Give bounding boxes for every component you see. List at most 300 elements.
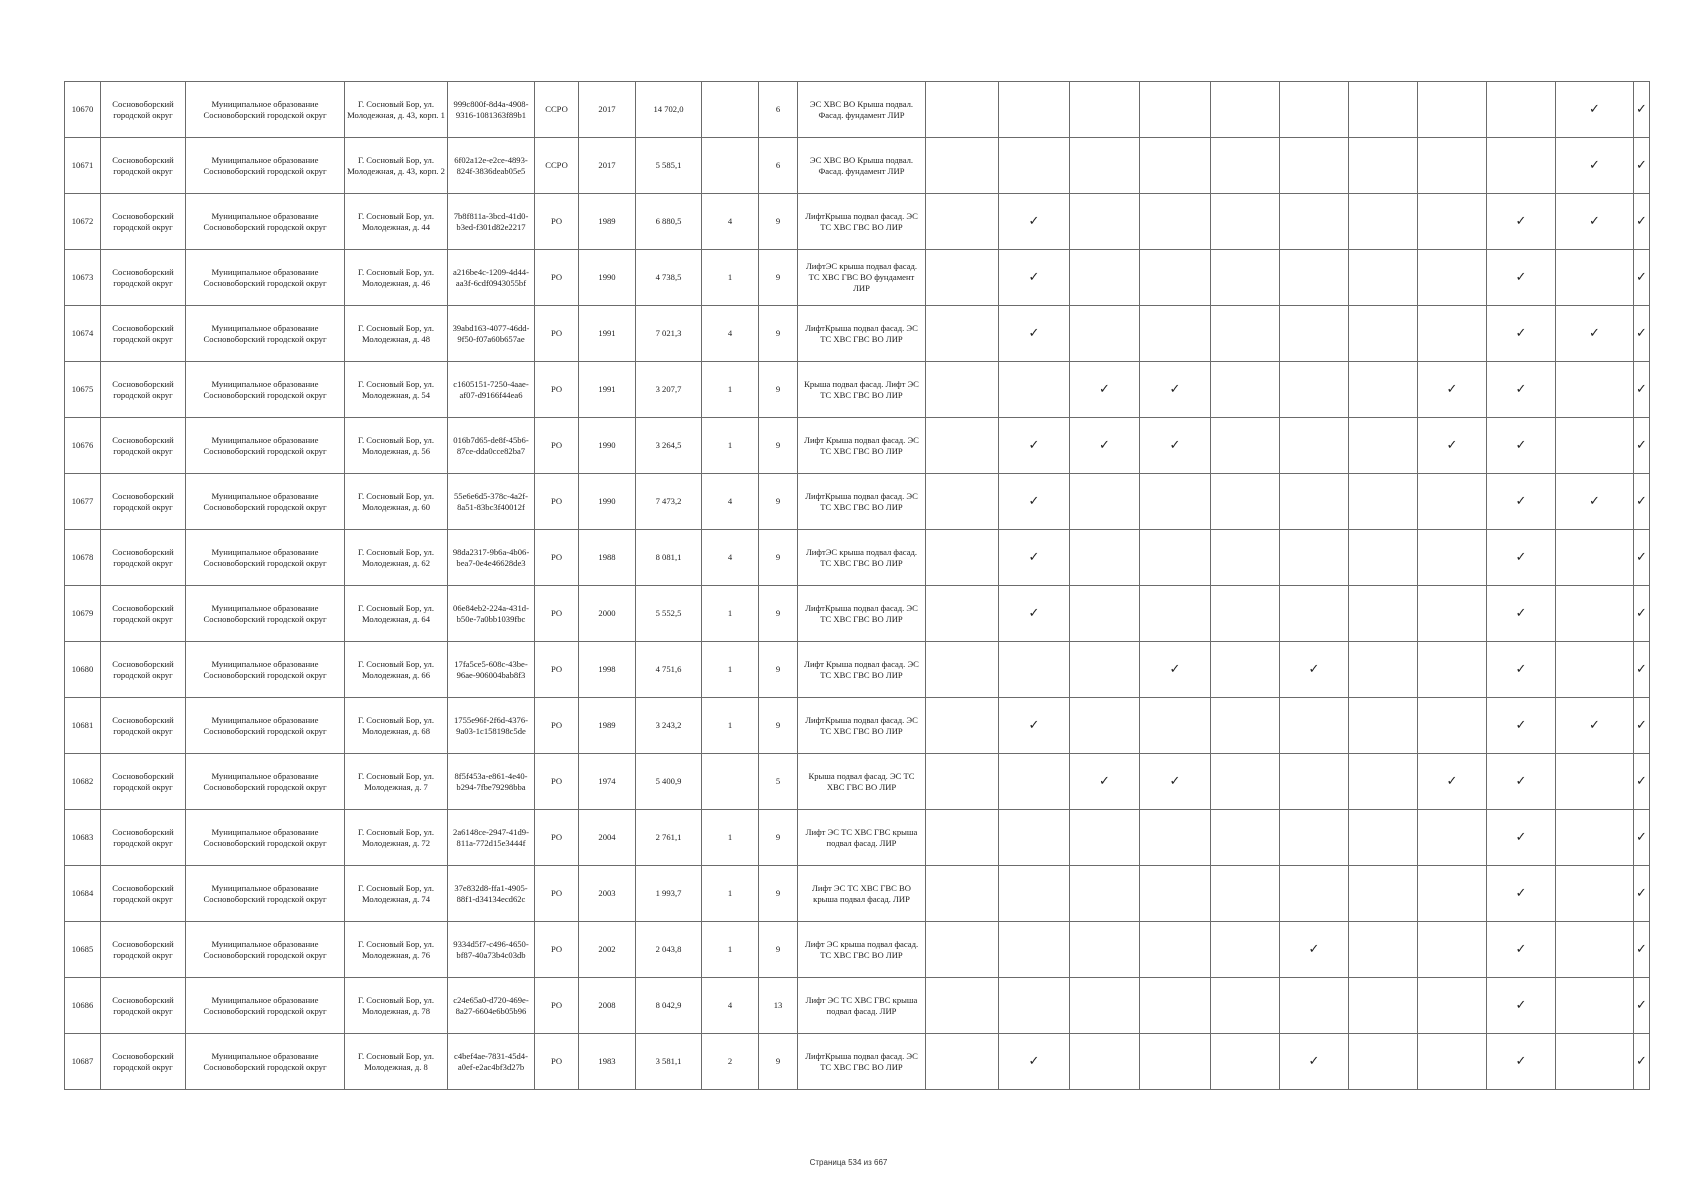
work-type-4-cell xyxy=(1211,922,1280,978)
work-type-8-cell xyxy=(1487,250,1556,306)
table-row xyxy=(65,530,1650,586)
work-type-5-cell xyxy=(1280,306,1349,362)
count-cell: 1 xyxy=(702,922,759,978)
district-cell: Сосновоборский городской округ xyxy=(101,698,186,754)
table-row xyxy=(65,698,1650,754)
work-type-1-cell xyxy=(999,922,1070,978)
work-type-4-cell xyxy=(1211,306,1280,362)
work-type-4-cell xyxy=(1211,82,1280,138)
work-type-9-cell xyxy=(1556,586,1634,642)
work-type-4-cell xyxy=(1211,194,1280,250)
address-cell: Г. Сосновый Бор, ул. Молодежная, д. 7 xyxy=(345,754,448,810)
work-type-5-cell xyxy=(1280,810,1349,866)
guid-cell: 1755e96f-2f6d-4376-9a03-1c158198c5de xyxy=(448,698,535,754)
work-type-6-cell xyxy=(1349,250,1418,306)
address-cell: Г. Сосновый Бор, ул. Молодежная, д. 60 xyxy=(345,474,448,530)
year-cell: 2004 xyxy=(579,810,636,866)
work-type-5-cell xyxy=(1280,978,1349,1034)
checkmark-icon: ✓ xyxy=(1515,214,1527,229)
area-cell: 4 751,6 xyxy=(636,642,702,698)
works-cell: Крыша подвал фасад. Лифт ЭС ТС ХВС ГВС ВО ЛИР xyxy=(798,362,926,418)
row-id: 10677 xyxy=(65,474,101,530)
guid-cell: 2a6148ce-2947-41d9-811a-772d15e3444f xyxy=(448,810,535,866)
work-type-2-cell xyxy=(1070,810,1140,866)
checkmark-icon: ✓ xyxy=(1515,606,1527,621)
work-type-10-cell xyxy=(1634,922,1650,978)
work-type-2-cell xyxy=(1070,642,1140,698)
fund-type-cell: РО xyxy=(535,978,579,1034)
area-cell: 3 243,2 xyxy=(636,698,702,754)
municipality-cell: Муниципальное образование Сосновоборский городской округ xyxy=(186,1034,345,1090)
checkmark-icon: ✓ xyxy=(1028,1054,1040,1069)
work-type-3-cell xyxy=(1140,474,1211,530)
checkmark-icon: ✓ xyxy=(1099,774,1110,789)
fund-type-cell: РО xyxy=(535,810,579,866)
guid-cell: 17fa5ce5-608c-43be-96ae-906004bab8f3 xyxy=(448,642,535,698)
work-type-7-cell xyxy=(1418,474,1487,530)
work-type-1-cell xyxy=(999,642,1070,698)
works-cell: Лифт ЭС ТС ХВС ГВС ВО крыша подвал фасад. ЛИР xyxy=(798,866,926,922)
checkmark-icon: ✓ xyxy=(1636,774,1647,789)
table-row xyxy=(65,250,1650,306)
year-cell: 2002 xyxy=(579,922,636,978)
fund-type-cell: РО xyxy=(535,642,579,698)
works-cell: ЛифтЭС крыша подвал фасад. ТС ХВС ГВС ВО фундамент ЛИР xyxy=(798,250,926,306)
guid-cell: c1605151-7250-4aae-af07-d9166f44ea6 xyxy=(448,362,535,418)
work-type-8-cell xyxy=(1487,922,1556,978)
checkmark-icon: ✓ xyxy=(1515,830,1527,845)
work-type-7-cell xyxy=(1418,82,1487,138)
floors-cell: 6 xyxy=(759,82,798,138)
municipality-cell: Муниципальное образование Сосновоборский городской округ xyxy=(186,362,345,418)
empty-cell xyxy=(926,810,999,866)
work-type-6-cell xyxy=(1349,810,1418,866)
work-type-8-cell xyxy=(1487,474,1556,530)
year-cell: 1989 xyxy=(579,194,636,250)
floors-cell: 9 xyxy=(759,250,798,306)
address-cell: Г. Сосновый Бор, ул. Молодежная, д. 68 xyxy=(345,698,448,754)
work-type-10-cell xyxy=(1634,362,1650,418)
checkmark-icon: ✓ xyxy=(1028,438,1040,453)
row-id: 10676 xyxy=(65,418,101,474)
work-type-7-cell xyxy=(1418,362,1487,418)
work-type-3-cell xyxy=(1140,306,1211,362)
checkmark-icon: ✓ xyxy=(1636,214,1647,229)
table-row xyxy=(65,642,1650,698)
address-cell: Г. Сосновый Бор, ул. Молодежная, д. 72 xyxy=(345,810,448,866)
work-type-4-cell xyxy=(1211,362,1280,418)
work-type-5-cell xyxy=(1280,474,1349,530)
empty-cell xyxy=(926,922,999,978)
area-cell: 2 043,8 xyxy=(636,922,702,978)
work-type-1-cell xyxy=(999,306,1070,362)
empty-cell xyxy=(926,978,999,1034)
municipality-cell: Муниципальное образование Сосновоборский городской округ xyxy=(186,866,345,922)
work-type-2-cell xyxy=(1070,474,1140,530)
work-type-4-cell xyxy=(1211,698,1280,754)
works-cell: ЛифтЭС крыша подвал фасад. ТС ХВС ГВС ВО ЛИР xyxy=(798,530,926,586)
guid-cell: 6f02a12e-e2ce-4893-824f-3836deab05e5 xyxy=(448,138,535,194)
work-type-3-cell xyxy=(1140,978,1211,1034)
checkmark-icon: ✓ xyxy=(1589,718,1600,733)
work-type-6-cell xyxy=(1349,474,1418,530)
empty-cell xyxy=(926,474,999,530)
work-type-5-cell xyxy=(1280,1034,1349,1090)
work-type-9-cell xyxy=(1556,82,1634,138)
year-cell: 1990 xyxy=(579,474,636,530)
municipality-cell: Муниципальное образование Сосновоборский городской округ xyxy=(186,754,345,810)
works-cell: Лифт ЭС крыша подвал фасад. ТС ХВС ГВС ВО ЛИР xyxy=(798,922,926,978)
fund-type-cell: РО xyxy=(535,530,579,586)
work-type-4-cell xyxy=(1211,1034,1280,1090)
work-type-9-cell xyxy=(1556,810,1634,866)
floors-cell: 9 xyxy=(759,810,798,866)
checkmark-icon: ✓ xyxy=(1636,158,1647,173)
works-cell: ЛифтКрыша подвал фасад. ЭС ТС ХВС ГВС ВО ЛИР xyxy=(798,306,926,362)
checkmark-icon: ✓ xyxy=(1589,494,1600,509)
checkmark-icon: ✓ xyxy=(1028,326,1040,341)
work-type-5-cell xyxy=(1280,250,1349,306)
work-type-7-cell xyxy=(1418,418,1487,474)
municipality-cell: Муниципальное образование Сосновоборский городской округ xyxy=(186,194,345,250)
work-type-2-cell xyxy=(1070,1034,1140,1090)
work-type-6-cell xyxy=(1349,82,1418,138)
work-type-8-cell xyxy=(1487,810,1556,866)
work-type-5-cell xyxy=(1280,418,1349,474)
work-type-4-cell xyxy=(1211,978,1280,1034)
fund-type-cell: РО xyxy=(535,362,579,418)
count-cell: 1 xyxy=(702,810,759,866)
year-cell: 1998 xyxy=(579,642,636,698)
count-cell xyxy=(702,82,759,138)
fund-type-cell: ССРО xyxy=(535,82,579,138)
work-type-10-cell xyxy=(1634,754,1650,810)
row-id: 10680 xyxy=(65,642,101,698)
work-type-10-cell xyxy=(1634,586,1650,642)
row-id: 10674 xyxy=(65,306,101,362)
work-type-10-cell xyxy=(1634,866,1650,922)
district-cell: Сосновоборский городской округ xyxy=(101,194,186,250)
fund-type-cell: РО xyxy=(535,922,579,978)
empty-cell xyxy=(926,866,999,922)
guid-cell: 7b8f811a-3bcd-41d0-b3ed-f301d82e2217 xyxy=(448,194,535,250)
works-cell: ЭС ХВС ВО Крыша подвал. Фасад. фундамент ЛИР xyxy=(798,138,926,194)
area-cell: 1 993,7 xyxy=(636,866,702,922)
checkmark-icon: ✓ xyxy=(1589,326,1600,341)
work-type-6-cell xyxy=(1349,978,1418,1034)
area-cell: 8 042,9 xyxy=(636,978,702,1034)
year-cell: 2017 xyxy=(579,138,636,194)
checkmark-icon: ✓ xyxy=(1636,438,1647,453)
work-type-3-cell xyxy=(1140,810,1211,866)
municipality-cell: Муниципальное образование Сосновоборский городской округ xyxy=(186,474,345,530)
empty-cell xyxy=(926,82,999,138)
work-type-1-cell xyxy=(999,530,1070,586)
district-cell: Сосновоборский городской округ xyxy=(101,306,186,362)
count-cell: 4 xyxy=(702,306,759,362)
district-cell: Сосновоборский городской округ xyxy=(101,866,186,922)
floors-cell: 9 xyxy=(759,474,798,530)
checkmark-icon: ✓ xyxy=(1515,662,1527,677)
work-type-3-cell xyxy=(1140,138,1211,194)
table-row xyxy=(65,418,1650,474)
table-row xyxy=(65,922,1650,978)
work-type-2-cell xyxy=(1070,418,1140,474)
work-type-9-cell xyxy=(1556,642,1634,698)
table-row xyxy=(65,82,1650,138)
work-type-9-cell xyxy=(1556,250,1634,306)
district-cell: Сосновоборский городской округ xyxy=(101,754,186,810)
empty-cell xyxy=(926,306,999,362)
year-cell: 2008 xyxy=(579,978,636,1034)
works-cell: ЛифтКрыша подвал фасад. ЭС ТС ХВС ГВС ВО ЛИР xyxy=(798,1034,926,1090)
work-type-7-cell xyxy=(1418,810,1487,866)
address-cell: Г. Сосновый Бор, ул. Молодежная, д. 78 xyxy=(345,978,448,1034)
work-type-8-cell xyxy=(1487,866,1556,922)
checkmark-icon: ✓ xyxy=(1515,998,1527,1013)
checkmark-icon: ✓ xyxy=(1589,102,1600,117)
count-cell: 4 xyxy=(702,530,759,586)
work-type-8-cell xyxy=(1487,754,1556,810)
page-footer: Страница 534 из 667 xyxy=(809,1158,888,1167)
table-row xyxy=(65,138,1650,194)
area-cell: 3 581,1 xyxy=(636,1034,702,1090)
work-type-3-cell xyxy=(1140,866,1211,922)
work-type-4-cell xyxy=(1211,810,1280,866)
work-type-3-cell xyxy=(1140,922,1211,978)
checkmark-icon: ✓ xyxy=(1515,494,1527,509)
area-cell: 2 761,1 xyxy=(636,810,702,866)
work-type-3-cell xyxy=(1140,418,1211,474)
checkmark-icon: ✓ xyxy=(1446,774,1458,789)
count-cell: 2 xyxy=(702,1034,759,1090)
count-cell: 4 xyxy=(702,474,759,530)
work-type-3-cell xyxy=(1140,586,1211,642)
year-cell: 1991 xyxy=(579,306,636,362)
year-cell: 2003 xyxy=(579,866,636,922)
table-row xyxy=(65,362,1650,418)
floors-cell: 6 xyxy=(759,138,798,194)
checkmark-icon: ✓ xyxy=(1515,438,1527,453)
work-type-3-cell xyxy=(1140,194,1211,250)
floors-cell: 9 xyxy=(759,698,798,754)
work-type-10-cell xyxy=(1634,250,1650,306)
count-cell: 1 xyxy=(702,642,759,698)
checkmark-icon: ✓ xyxy=(1589,158,1600,173)
empty-cell xyxy=(926,194,999,250)
district-cell: Сосновоборский городской округ xyxy=(101,138,186,194)
work-type-3-cell xyxy=(1140,754,1211,810)
table-row xyxy=(65,474,1650,530)
row-id: 10681 xyxy=(65,698,101,754)
work-type-10-cell xyxy=(1634,194,1650,250)
work-type-3-cell xyxy=(1140,698,1211,754)
work-type-2-cell xyxy=(1070,922,1140,978)
year-cell: 1983 xyxy=(579,1034,636,1090)
work-type-7-cell xyxy=(1418,586,1487,642)
works-cell: ЛифтКрыша подвал фасад. ЭС ТС ХВС ГВС ВО ЛИР xyxy=(798,474,926,530)
work-type-10-cell xyxy=(1634,530,1650,586)
municipality-cell: Муниципальное образование Сосновоборский городской округ xyxy=(186,810,345,866)
guid-cell: 37e832d8-ffa1-4905-88f1-d34134ecd62c xyxy=(448,866,535,922)
area-cell: 4 738,5 xyxy=(636,250,702,306)
works-cell: Лифт Крыша подвал фасад. ЭС ТС ХВС ГВС ВО ЛИР xyxy=(798,418,926,474)
year-cell: 2000 xyxy=(579,586,636,642)
year-cell: 1990 xyxy=(579,250,636,306)
row-id: 10675 xyxy=(65,362,101,418)
address-cell: Г. Сосновый Бор, ул. Молодежная, д. 43, корп. 2 xyxy=(345,138,448,194)
work-type-8-cell xyxy=(1487,194,1556,250)
table-row xyxy=(65,978,1650,1034)
empty-cell xyxy=(926,642,999,698)
address-cell: Г. Сосновый Бор, ул. Молодежная, д. 74 xyxy=(345,866,448,922)
work-type-4-cell xyxy=(1211,642,1280,698)
work-type-7-cell xyxy=(1418,1034,1487,1090)
checkmark-icon: ✓ xyxy=(1446,382,1458,397)
empty-cell xyxy=(926,418,999,474)
work-type-7-cell xyxy=(1418,922,1487,978)
work-type-2-cell xyxy=(1070,754,1140,810)
work-type-9-cell xyxy=(1556,866,1634,922)
empty-cell xyxy=(926,698,999,754)
work-type-8-cell xyxy=(1487,978,1556,1034)
work-type-2-cell xyxy=(1070,194,1140,250)
checkmark-icon: ✓ xyxy=(1028,606,1040,621)
work-type-7-cell xyxy=(1418,250,1487,306)
checkmark-icon: ✓ xyxy=(1636,382,1647,397)
district-cell: Сосновоборский городской округ xyxy=(101,474,186,530)
work-type-7-cell xyxy=(1418,866,1487,922)
checkmark-icon: ✓ xyxy=(1636,102,1647,117)
work-type-9-cell xyxy=(1556,978,1634,1034)
work-type-1-cell xyxy=(999,866,1070,922)
municipality-cell: Муниципальное образование Сосновоборский городской округ xyxy=(186,306,345,362)
work-type-3-cell xyxy=(1140,642,1211,698)
district-cell: Сосновоборский городской округ xyxy=(101,530,186,586)
checkmark-icon: ✓ xyxy=(1515,550,1527,565)
work-type-9-cell xyxy=(1556,1034,1634,1090)
table-body xyxy=(65,82,1650,1090)
checkmark-icon: ✓ xyxy=(1636,998,1647,1013)
checkmark-icon: ✓ xyxy=(1308,662,1320,677)
floors-cell: 9 xyxy=(759,362,798,418)
district-cell: Сосновоборский городской округ xyxy=(101,1034,186,1090)
work-type-3-cell xyxy=(1140,82,1211,138)
work-type-5-cell xyxy=(1280,866,1349,922)
work-type-6-cell xyxy=(1349,1034,1418,1090)
area-cell: 5 552,5 xyxy=(636,586,702,642)
table-row xyxy=(65,866,1650,922)
municipality-cell: Муниципальное образование Сосновоборский городской округ xyxy=(186,250,345,306)
floors-cell: 9 xyxy=(759,418,798,474)
district-cell: Сосновоборский городской округ xyxy=(101,810,186,866)
district-cell: Сосновоборский городской округ xyxy=(101,362,186,418)
work-type-10-cell xyxy=(1634,138,1650,194)
row-id: 10671 xyxy=(65,138,101,194)
row-id: 10670 xyxy=(65,82,101,138)
work-type-4-cell xyxy=(1211,474,1280,530)
row-id: 10679 xyxy=(65,586,101,642)
empty-cell xyxy=(926,362,999,418)
work-type-5-cell xyxy=(1280,642,1349,698)
empty-cell xyxy=(926,1034,999,1090)
address-cell: Г. Сосновый Бор, ул. Молодежная, д. 56 xyxy=(345,418,448,474)
row-id: 10687 xyxy=(65,1034,101,1090)
checkmark-icon: ✓ xyxy=(1636,494,1647,509)
empty-cell xyxy=(926,530,999,586)
work-type-2-cell xyxy=(1070,978,1140,1034)
work-type-6-cell xyxy=(1349,138,1418,194)
work-type-7-cell xyxy=(1418,978,1487,1034)
work-type-4-cell xyxy=(1211,866,1280,922)
works-cell: Лифт ЭС ТС ХВС ГВС крыша подвал фасад. ЛИР xyxy=(798,978,926,1034)
district-cell: Сосновоборский городской округ xyxy=(101,922,186,978)
address-cell: Г. Сосновый Бор, ул. Молодежная, д. 62 xyxy=(345,530,448,586)
year-cell: 1991 xyxy=(579,362,636,418)
empty-cell xyxy=(926,138,999,194)
table-row xyxy=(65,810,1650,866)
work-type-6-cell xyxy=(1349,586,1418,642)
checkmark-icon: ✓ xyxy=(1308,1054,1320,1069)
checkmark-icon: ✓ xyxy=(1446,438,1458,453)
address-cell: Г. Сосновый Бор, ул. Молодежная, д. 76 xyxy=(345,922,448,978)
municipality-cell: Муниципальное образование Сосновоборский городской округ xyxy=(186,418,345,474)
work-type-3-cell xyxy=(1140,1034,1211,1090)
checkmark-icon: ✓ xyxy=(1515,326,1527,341)
district-cell: Сосновоборский городской округ xyxy=(101,642,186,698)
floors-cell: 9 xyxy=(759,1034,798,1090)
year-cell: 1989 xyxy=(579,698,636,754)
work-type-10-cell xyxy=(1634,474,1650,530)
checkmark-icon: ✓ xyxy=(1028,214,1040,229)
fund-type-cell: РО xyxy=(535,418,579,474)
guid-cell: 06e84eb2-224a-431d-b50e-7a0bb1039fbc xyxy=(448,586,535,642)
work-type-8-cell xyxy=(1487,530,1556,586)
checkmark-icon: ✓ xyxy=(1515,382,1527,397)
row-id: 10683 xyxy=(65,810,101,866)
checkmark-icon: ✓ xyxy=(1169,774,1181,789)
work-type-8-cell xyxy=(1487,362,1556,418)
municipality-cell: Муниципальное образование Сосновоборский городской округ xyxy=(186,922,345,978)
district-cell: Сосновоборский городской округ xyxy=(101,418,186,474)
row-id: 10685 xyxy=(65,922,101,978)
checkmark-icon: ✓ xyxy=(1636,886,1647,901)
work-type-6-cell xyxy=(1349,866,1418,922)
work-type-7-cell xyxy=(1418,530,1487,586)
works-cell: Лифт ЭС ТС ХВС ГВС крыша подвал фасад. ЛИР xyxy=(798,810,926,866)
work-type-4-cell xyxy=(1211,754,1280,810)
work-type-10-cell xyxy=(1634,698,1650,754)
fund-type-cell: РО xyxy=(535,586,579,642)
floors-cell: 9 xyxy=(759,306,798,362)
checkmark-icon: ✓ xyxy=(1636,326,1647,341)
checkmark-icon: ✓ xyxy=(1636,606,1647,621)
count-cell: 1 xyxy=(702,698,759,754)
work-type-9-cell xyxy=(1556,138,1634,194)
work-type-6-cell xyxy=(1349,194,1418,250)
work-type-9-cell xyxy=(1556,754,1634,810)
fund-type-cell: РО xyxy=(535,1034,579,1090)
table-row xyxy=(65,194,1650,250)
work-type-2-cell xyxy=(1070,866,1140,922)
fund-type-cell: РО xyxy=(535,866,579,922)
work-type-10-cell xyxy=(1634,1034,1650,1090)
fund-type-cell: РО xyxy=(535,194,579,250)
work-type-2-cell xyxy=(1070,82,1140,138)
checkmark-icon: ✓ xyxy=(1028,550,1040,565)
area-cell: 3 264,5 xyxy=(636,418,702,474)
work-type-7-cell xyxy=(1418,754,1487,810)
